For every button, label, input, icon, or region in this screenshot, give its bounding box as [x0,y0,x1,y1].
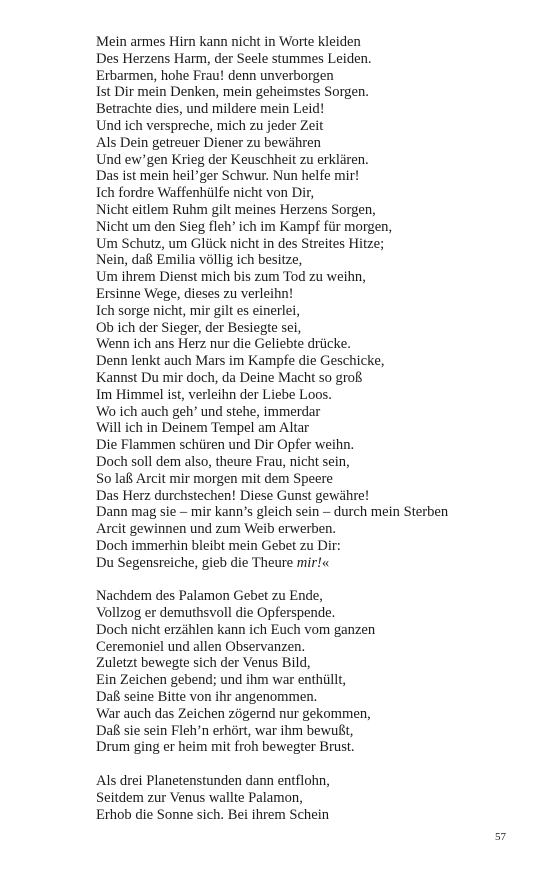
verse-line: Doch soll dem also, theure Frau, nicht sein, [96,453,350,470]
verse-line: Arcit gewinnen und zum Weib erwerben. [96,521,337,538]
verse-line-last [96,555,516,572]
verse-line: Doch nicht erzählen kann ich Euch vom ganzen [96,621,376,638]
verse-line: Dann mag sie – mir kann’s gleich sein – durch mein Sterben [96,504,449,521]
poem-text [96,34,516,823]
verse-line: Ceremoniel und allen Observanzen. [96,638,306,655]
verse-line: War auch das Zeichen zögernd nur gekommen, [96,705,371,722]
verse-line: Mein armes Hirn kann nicht in Worte kleiden [96,34,361,50]
verse-line: Vollzog er demuthsvoll die Opferspende. [96,605,336,622]
verse-line: Denn lenkt auch Mars im Kampfe die Geschicke, [96,353,385,370]
verse-line: Das Herz durchstechen! Diese Gunst gewähre! [96,487,370,504]
verse-line: Nicht eitlem Ruhm gilt meines Herzens Sorgen, [96,201,376,218]
emphasized-word: mir! [296,554,322,571]
verse-line: Das ist mein heil’ger Schwur. Nun helfe mir! [96,168,360,185]
verse-line: Daß sie sein Fleh’n erhört, war ihm bewußt, [96,722,354,739]
verse-line: Drum ging er heim mit froh bewegter Brust. [96,739,355,756]
verse-line: Nein, daß Emilia völlig ich besitze, [96,252,303,269]
verse-line: Seitdem zur Venus wallte Palamon, [96,789,303,806]
verse-line: Nicht um den Sieg fleh’ ich im Kampf für morgen, [96,218,393,235]
closing-quote: « [321,554,330,571]
verse-line: Des Herzens Harm, der Seele stummes Leiden. [96,50,372,67]
verse-line: Ob ich der Sieger, der Besiegte sei, [96,319,302,336]
verse-line: Zuletzt bewegte sich der Venus Bild, [96,655,311,672]
verse-line: Erhob die Sonne sich. Bei ihrem Schein [96,806,330,823]
verse-line: Ich fordre Waffenhülfe nicht von Dir, [96,185,315,202]
verse-line: Im Himmel ist, verleihn der Liebe Loos. [96,386,332,403]
verse-line: Will ich in Deinem Tempel am Altar [96,420,309,437]
verse-line: Nachdem des Palamon Gebet zu Ende, [96,588,323,605]
verse-line-start: Du Segensreiche, gieb die Theure [96,554,297,571]
verse-line: Als Dein getreuer Diener zu bewähren [96,134,321,151]
stanza-1 [96,34,516,572]
verse-line: Betrachte dies, und mildere mein Leid! [96,101,325,118]
verse-line: Doch immerhin bleibt mein Gebet zu Dir: [96,537,341,554]
verse-line: Die Flammen schüren und Dir Opfer weihn. [96,437,355,454]
verse-line: Ersinne Wege, dieses zu verleihn! [96,285,294,302]
verse-line: Wenn ich ans Herz nur die Geliebte drücke. [96,336,351,353]
verse-line: Daß seine Bitte von ihr angenommen. [96,689,318,706]
verse-line: Ein Zeichen gebend; und ihm war enthüllt, [96,672,347,689]
stanza-2 [96,588,516,756]
verse-line: Um ihrem Dienst mich bis zum Tod zu weihn, [96,269,366,286]
page-number: 57 [495,831,506,843]
verse-line: Als drei Planetenstunden dann entflohn, [96,773,330,790]
verse-line: Ich sorge nicht, mir gilt es einerlei, [96,302,300,319]
verse-line: Und ew’gen Krieg der Keuschheit zu erklären. [96,151,369,168]
verse-line: Um Schutz, um Glück nicht in des Streites Hitze; [96,235,385,252]
verse-line: Erbarmen, hohe Frau! denn unverborgen [96,67,334,84]
verse-line: Wo ich auch geh’ und stehe, immerdar [96,403,321,420]
verse-line: Ist Dir mein Denken, mein geheimstes Sorgen. [96,84,369,101]
verse-line: Kannst Du mir doch, da Deine Macht so groß [96,369,363,386]
stanza-3 [96,773,516,823]
verse-line: So laß Arcit mir morgen mit dem Speere [96,470,333,487]
verse-line: Und ich verspreche, mich zu jeder Zeit [96,117,324,134]
